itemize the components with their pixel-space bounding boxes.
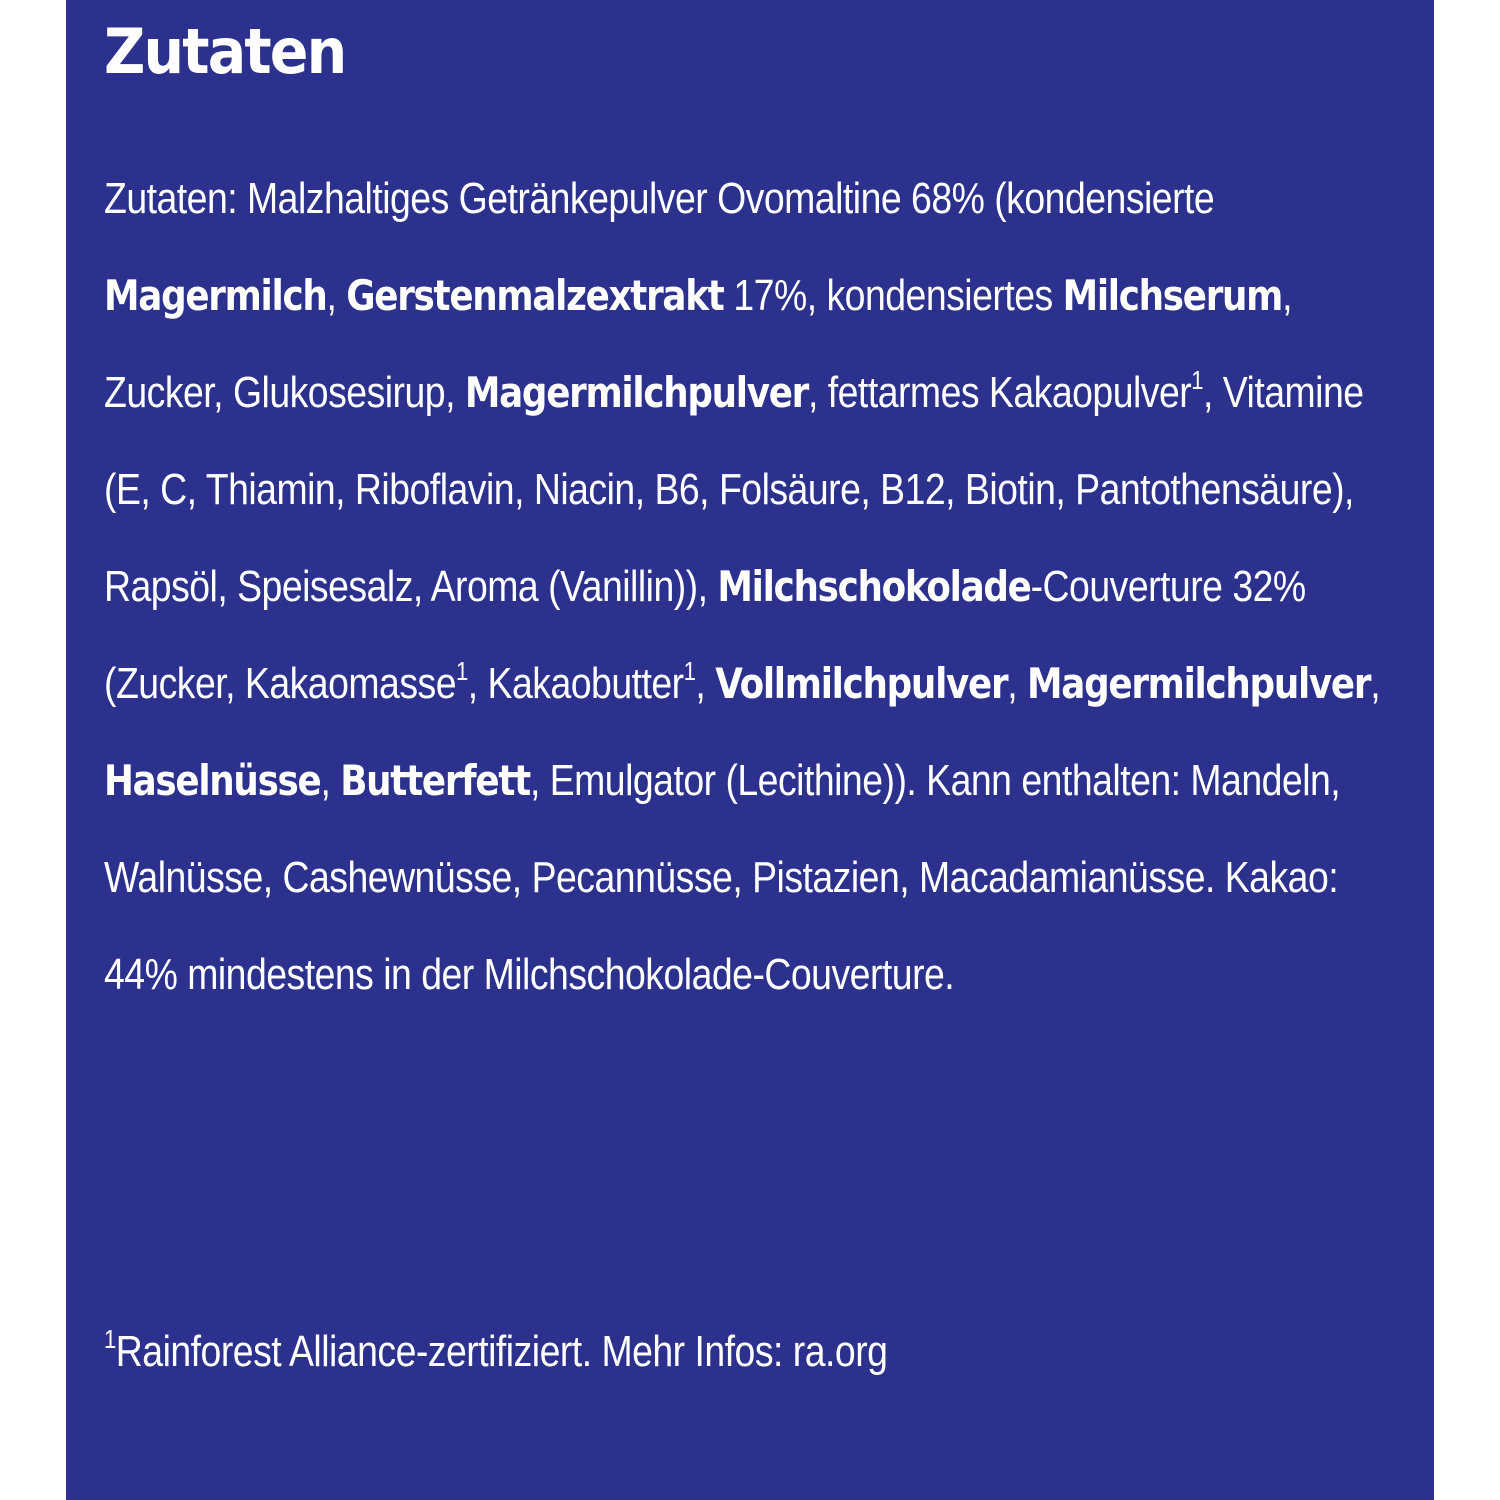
ingredients-segment: , (695, 659, 716, 708)
allergen-magermilchpulver: Magermilchpulver (1027, 659, 1371, 708)
ingredients-panel (66, 0, 1434, 1500)
section-title: Zutaten (104, 15, 346, 88)
allergen-milchserum: Milchserum (1062, 271, 1283, 320)
ingredients-segment: , (326, 271, 347, 320)
ingredients-segment: -Couverture 32% (Zucker, Kakaomasse (104, 562, 1306, 708)
footnote-marker: 1 (104, 1324, 116, 1354)
ingredients-segment: , (1370, 659, 1381, 708)
certification-footnote (104, 1322, 887, 1382)
ingredients-segment: , Kakaobutter (467, 659, 684, 708)
footnote-marker: 1 (1191, 365, 1204, 395)
ingredients-segment: 17%, kondensiertes (723, 271, 1063, 320)
allergen-milchschokolade: Milchschokolade (717, 562, 1031, 611)
footnote-text: Rainforest Alliance-zertifiziert. Mehr Infos: ra.org (115, 1327, 888, 1376)
footnote-marker: 1 (455, 656, 468, 686)
ingredients-segment: , Vitamine (E, C, Thiamin, Riboflavin, Niacin, B6, Folsäure, B12, Biotin, Pantothensäure), Rapsöl, Speisesalz, Aroma (Vanillin)), (104, 368, 1364, 611)
ingredients-segment: , fettarmes Kakaopulver (807, 368, 1192, 417)
allergen-vollmilchpulver: Vollmilchpulver (715, 659, 1008, 708)
ingredients-segment: Zutaten: Malzhaltiges Getränkepulver Ovomaltine 68% (kondensierte (104, 174, 1215, 223)
allergen-butterfett: Butterfett (340, 756, 530, 805)
allergen-magermilch: Magermilch (104, 271, 327, 320)
footnote-marker: 1 (683, 656, 696, 686)
ingredients-segment: , Zucker, Glukosesirup, (104, 271, 1292, 417)
allergen-haselnuesse: Haselnüsse (104, 756, 321, 805)
ingredients-segment: , (1007, 659, 1028, 708)
ingredients-text (104, 150, 1405, 1023)
allergen-magermilchpulver: Magermilchpulver (464, 368, 808, 417)
ingredients-segment: , (320, 756, 341, 805)
ingredients-segment: , Emulgator (Lecithine)). Kann enthalten: Mandeln, Walnüsse, Cashewnüsse, Pecannüsse, Pistazien, Macadamianüsse. Kakao: 44% mindestens in der Milchschokolade-Couverture. (104, 756, 1341, 999)
allergen-gerstenmalzextrakt: Gerstenmalzextrakt (346, 271, 724, 320)
